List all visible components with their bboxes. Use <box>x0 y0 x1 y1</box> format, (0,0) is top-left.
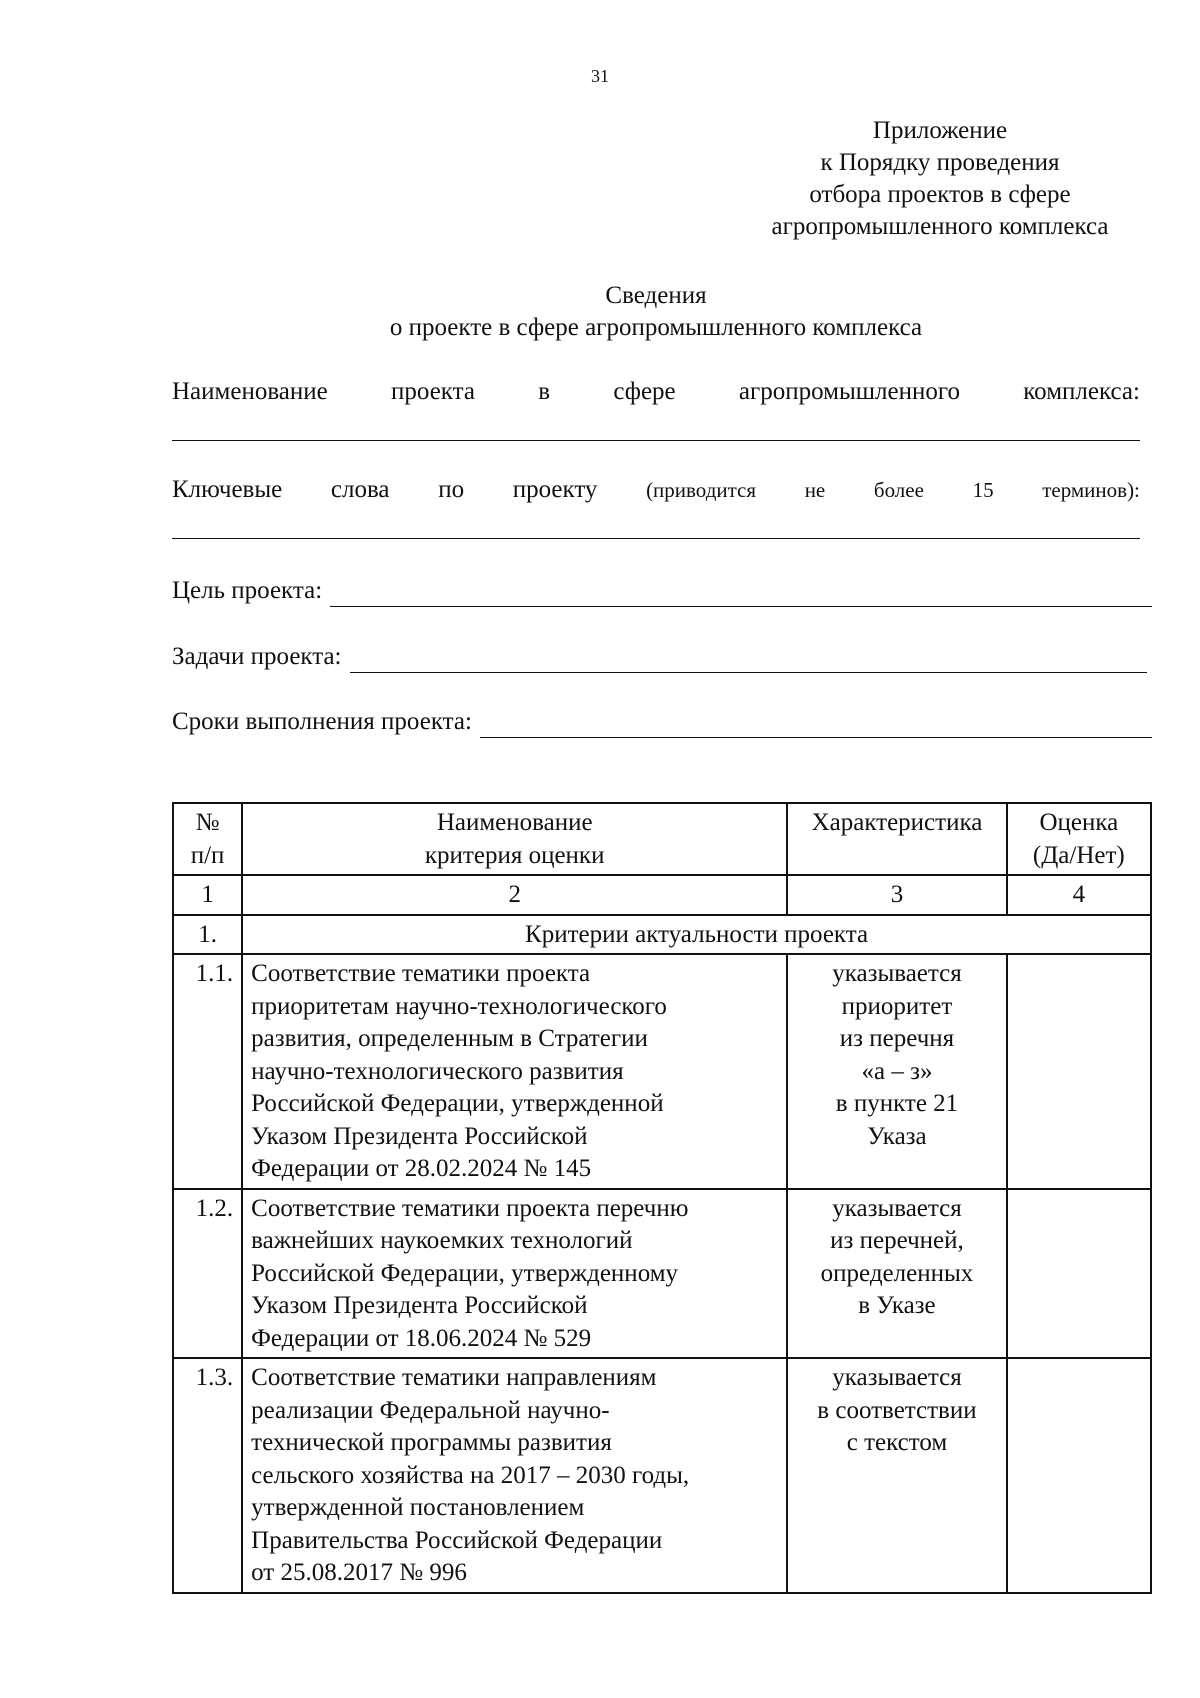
timeline-label: Сроки выполнения проекта: <box>172 708 472 735</box>
project-name-label <box>172 376 1140 408</box>
word: в <box>538 378 551 405</box>
row-criterion: Соответствие тематики проекта приоритетам научно-технологического развития, определенным в Стратегии научно-технологического развития Российской Федерации, утвержденной Указом Президента Российской Федерации от 28.02.2024 № 145 <box>242 954 787 1189</box>
column-number: 4 <box>1007 875 1151 915</box>
keywords-field[interactable] <box>172 538 1140 539</box>
word: агропромышленного <box>738 378 961 405</box>
word: слова <box>330 476 390 503</box>
row-characteristic: указывается из перечней, определенных в Указе <box>787 1189 1006 1359</box>
appendix-block <box>740 115 1140 243</box>
section-num: 1. <box>173 915 242 955</box>
word: по <box>438 476 465 503</box>
note-word: терминов): <box>1042 478 1140 502</box>
row-criterion: Соответствие тематики проекта перечню важнейших наукоемких технологий Российской Федерации, утвержденному Указом Президента Российской Федерации от 18.06.2024 № 529 <box>242 1189 787 1359</box>
note-word: 15 <box>972 478 994 502</box>
appendix-line: отбора проектов в сфере <box>809 181 1071 208</box>
row-characteristic: указывается приоритет из перечня «а – з» в пункте 21 Указа <box>787 954 1006 1189</box>
word: Ключевые <box>172 476 283 503</box>
tasks-label: Задачи проекта: <box>172 643 342 670</box>
tasks-field[interactable] <box>350 645 1147 673</box>
row-criterion: Соответствие тематики направлениям реализации Федеральной научно- технической программы развития сельского хозяйства на 2017 – 2030 годы, утвержденной постановлением Правительства Российской Федерации от 25.08.2017 № 996 <box>242 1358 787 1593</box>
row-characteristic: указывается в соответствии с текстом <box>787 1358 1006 1593</box>
row-rating-cell[interactable] <box>1007 1358 1151 1593</box>
row-num: 1.1. <box>173 954 242 1189</box>
column-number: 3 <box>787 875 1006 915</box>
page-number: 31 <box>591 66 609 86</box>
word: сфере <box>613 378 676 405</box>
criteria-table <box>172 802 1152 1594</box>
table-row <box>173 954 1151 1189</box>
goal-label: Цель проекта: <box>172 577 323 604</box>
word: проекта <box>391 378 475 405</box>
column-number: 2 <box>242 875 787 915</box>
header-characteristic: Характеристика <box>787 803 1006 875</box>
header-rating: Оценка (Да/Нет) <box>1007 803 1151 875</box>
timeline-field[interactable] <box>480 710 1152 738</box>
subtitle-line: о проекте в сфере агропромышленного комплекса <box>389 314 923 341</box>
note-word: не <box>804 478 826 502</box>
word: проекту <box>512 476 598 503</box>
note-word: более <box>873 478 924 502</box>
appendix-line: к Порядку проведения <box>820 149 1060 176</box>
row-rating-cell[interactable] <box>1007 1189 1151 1359</box>
table-row <box>173 1358 1151 1593</box>
row-num: 1.2. <box>173 1189 242 1359</box>
goal-row <box>172 575 1152 607</box>
section-row <box>173 915 1151 955</box>
column-number-row <box>173 875 1151 915</box>
appendix-line: Приложение <box>872 117 1008 144</box>
keywords-label <box>172 474 1140 506</box>
column-number: 1 <box>173 875 242 915</box>
tasks-row <box>172 641 1147 673</box>
appendix-line: агропромышленного комплекса <box>771 213 1109 240</box>
goal-field[interactable] <box>330 579 1152 607</box>
timeline-row <box>172 706 1152 738</box>
table-row <box>173 1189 1151 1359</box>
header-num: № п/п <box>173 803 242 875</box>
section-title: Критерии актуальности проекта <box>242 915 1151 955</box>
document-title <box>172 280 1140 344</box>
row-rating-cell[interactable] <box>1007 954 1151 1189</box>
title-line: Сведения <box>605 282 707 309</box>
note-word: (приводится <box>646 478 757 502</box>
row-num: 1.3. <box>173 1358 242 1593</box>
header-criterion: Наименование критерия оценки <box>242 803 787 875</box>
table-header-row <box>173 803 1151 875</box>
word: комплекса: <box>1023 378 1140 405</box>
word: Наименование <box>172 378 328 405</box>
project-name-field[interactable] <box>172 440 1140 441</box>
